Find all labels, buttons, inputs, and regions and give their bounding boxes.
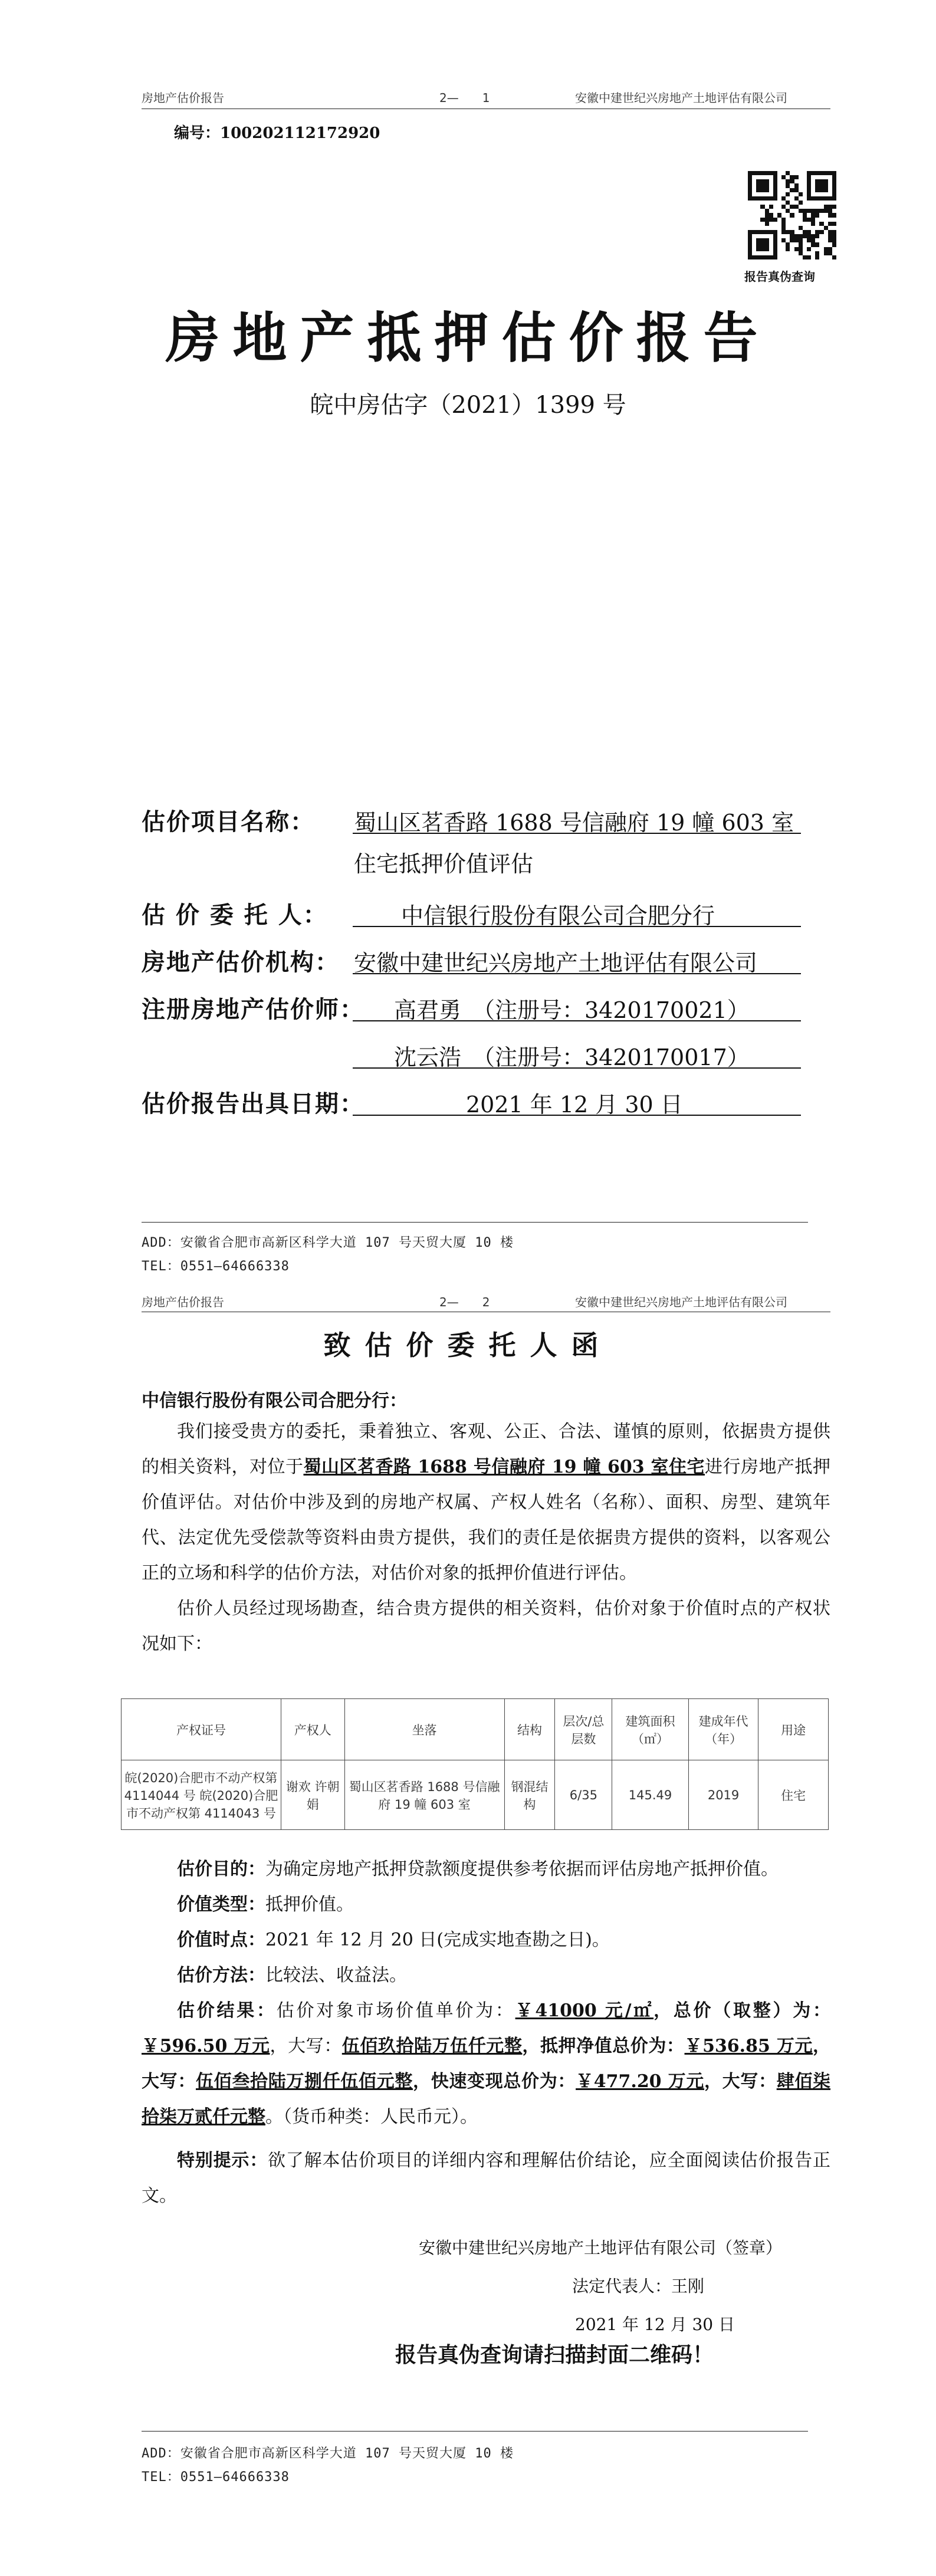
method-label: 估价方法： xyxy=(177,1965,265,1986)
signature-date: 2021 年 12 月 30 日 xyxy=(575,2315,735,2334)
issue-date-underline xyxy=(353,1115,801,1116)
appraiser-label: 注册房地产估价师： xyxy=(142,995,364,1023)
footer-tel: TEL：0551—64666338 xyxy=(142,2470,290,2485)
header-left: 房地产估价报告 xyxy=(142,1295,224,1309)
project-name-label: 估价项目名称： xyxy=(142,808,315,836)
result-text: ，大写： xyxy=(142,2036,831,2092)
property-address: 蜀山区茗香路 1688 号信融府 19 幢 603 室住宅 xyxy=(303,1457,705,1477)
result-text: ，总价（取整）为： xyxy=(653,2000,831,2021)
table-row xyxy=(121,1760,829,1830)
total-price-capital: 伍佰玖拾陆万伍仟元整 xyxy=(341,2036,523,2056)
letter-title: 致估价委托人函 xyxy=(323,1329,613,1361)
valuation-details xyxy=(142,1852,830,2214)
report-title: 房地产抵押估价报告 xyxy=(165,306,771,370)
appraiser-1-underline xyxy=(353,1020,801,1021)
cell-cert: 皖(2020)合肥市不动产权第 4114044 号 皖(2020)合肥市不动产权第 4114043 号 xyxy=(121,1760,281,1830)
project-name-value: 蜀山区茗香路 1688 号信融府 19 幢 603 室 xyxy=(354,810,794,836)
cell-location: 蜀山区茗香路 1688 号信融府 19 幢 603 室 xyxy=(344,1760,504,1830)
value-time-value: 2021 年 12 月 20 日(完成实地查勘之日)。 xyxy=(265,1930,610,1950)
agency-value: 安徽中建世纪兴房地产土地评估有限公司 xyxy=(354,950,758,976)
salutation: 中信银行股份有限公司合肥分行： xyxy=(142,1391,407,1411)
net-mortgage-price: ￥536.85 万元 xyxy=(684,2036,813,2056)
quick-sale-price: ￥477.20 万元 xyxy=(576,2071,705,2092)
total-price: ￥596.50 万元 xyxy=(142,2036,270,2056)
purpose-value: 为确定房地产抵押贷款额度提供参考依据而评估房地产抵押价值。 xyxy=(265,1859,779,1880)
col-structure: 结构 xyxy=(504,1699,555,1760)
client-underline xyxy=(353,926,801,927)
valuation-result xyxy=(142,1993,830,2135)
issue-date-label: 估价报告出具日期： xyxy=(142,1090,364,1118)
body-paragraph-1 xyxy=(142,1414,830,1662)
agency-underline xyxy=(353,973,801,974)
header-page-number: 2— 1 xyxy=(439,91,490,105)
client-value: 中信银行股份有限公司合肥分行 xyxy=(401,903,715,929)
report-serial: 编号：100202112172920 xyxy=(174,124,380,142)
notice-value: 欲了解本估价项目的详细内容和理解估价结论，应全面阅读估价报告正文。 xyxy=(142,2150,830,2206)
footer-tel: TEL：0551—64666338 xyxy=(142,1259,290,1274)
appraiser-2-underline xyxy=(353,1067,801,1069)
cell-floor: 6/35 xyxy=(555,1760,612,1830)
quick-sale-capital: 肆佰柒拾柒万贰仟元整 xyxy=(142,2071,831,2127)
result-text: 。（货币种类：人民币元）。 xyxy=(265,2107,478,2127)
signature-representative: 法定代表人：王刚 xyxy=(572,2276,705,2296)
appraiser-2: 沈云浩 （注册号：3420170017） xyxy=(394,1044,750,1070)
footer-address: ADD：安徽省合肥市高新区科学大道 107 号天贸大厦 10 楼 xyxy=(142,2446,514,2461)
col-floor: 层次/总层数 xyxy=(555,1699,612,1760)
col-area: 建筑面积（㎡） xyxy=(612,1699,688,1760)
notice-label: 特别提示： xyxy=(177,2150,268,2171)
cell-owner: 谢欢 许朝娟 xyxy=(281,1760,344,1830)
net-mortgage-capital: 伍佰叁拾陆万捌仟伍佰元整 xyxy=(196,2071,413,2092)
header-right: 安徽中建世纪兴房地产土地评估有限公司 xyxy=(575,91,787,105)
purpose-label: 估价目的： xyxy=(177,1859,265,1880)
header-page-number: 2— 2 xyxy=(439,1295,490,1309)
signature-company: 安徽中建世纪兴房地产土地评估有限公司（签章） xyxy=(419,2238,783,2258)
verify-notice: 报告真伪查询请扫描封面二维码！ xyxy=(395,2342,714,2367)
qr-caption: 报告真伪查询 xyxy=(744,270,815,284)
result-text: ，大写： xyxy=(704,2071,777,2092)
appraiser-1: 高君勇 （注册号：3420170021） xyxy=(394,997,750,1023)
result-text: 估价对象市场价值单价为： xyxy=(276,2000,515,2021)
client-label: 估 价 委 托 人： xyxy=(142,901,328,929)
result-text: ，快速变现总价为： xyxy=(413,2071,576,2092)
cell-use: 住宅 xyxy=(758,1760,829,1830)
cell-area: 145.49 xyxy=(612,1760,688,1830)
para1-text-a: 我们接受贵方的委托，秉着独立、客观、公正、合法、谨慎的原则，依据贵方提供的相关资料，对位于 xyxy=(142,1421,830,1477)
col-location: 坐落 xyxy=(344,1699,504,1760)
project-name-value-2: 住宅抵押价值评估 xyxy=(354,851,534,877)
project-underline xyxy=(353,833,801,834)
footer-address: ADD：安徽省合肥市高新区科学大道 107 号天贸大厦 10 楼 xyxy=(142,1236,514,1250)
result-text: ，大写： xyxy=(270,2036,342,2056)
value-time-label: 价值时点： xyxy=(177,1930,265,1950)
col-use: 用途 xyxy=(758,1699,829,1760)
result-text: ，抵押净值总价为： xyxy=(522,2036,685,2056)
issue-date-value: 2021 年 12 月 30 日 xyxy=(466,1092,683,1118)
report-number: 皖中房估字（2021）1399 号 xyxy=(310,392,626,419)
property-table xyxy=(121,1698,829,1830)
table-header-row xyxy=(121,1699,829,1760)
body-paragraph-2: 估价人员经过现场勘查，结合贵方提供的相关资料，估价对象于价值时点的产权状况如下： xyxy=(142,1598,830,1654)
footer-rule xyxy=(142,2431,808,2432)
footer-rule xyxy=(142,1222,808,1223)
agency-label: 房地产估价机构： xyxy=(142,948,340,976)
result-label: 估价结果： xyxy=(177,2000,277,2021)
unit-price: ￥41000 元/㎡ xyxy=(515,2000,654,2021)
method-value: 比较法、收益法。 xyxy=(265,1965,407,1986)
qr-code xyxy=(748,171,836,259)
header-left: 房地产估价报告 xyxy=(142,91,224,105)
col-owner: 产权人 xyxy=(281,1699,344,1760)
col-cert: 产权证号 xyxy=(121,1699,281,1760)
cell-year: 2019 xyxy=(688,1760,758,1830)
value-type-value: 抵押价值。 xyxy=(265,1894,354,1915)
col-year: 建成年代（年） xyxy=(688,1699,758,1760)
header-right: 安徽中建世纪兴房地产土地评估有限公司 xyxy=(575,1295,787,1309)
cell-structure: 钢混结构 xyxy=(504,1760,555,1830)
para1-text-c: 进行房地产抵押价值评估。对估价中涉及到的房地产权属、产权人姓名（名称）、面积、房型、建筑年代、法定优先受偿款等资料由贵方提供，我们的责任是依据贵方提供的资料，以客观公正的立场和科学的估价方法，对估价对象的抵押价值进行评估。 xyxy=(142,1457,831,1583)
value-type-label: 价值类型： xyxy=(177,1894,265,1915)
